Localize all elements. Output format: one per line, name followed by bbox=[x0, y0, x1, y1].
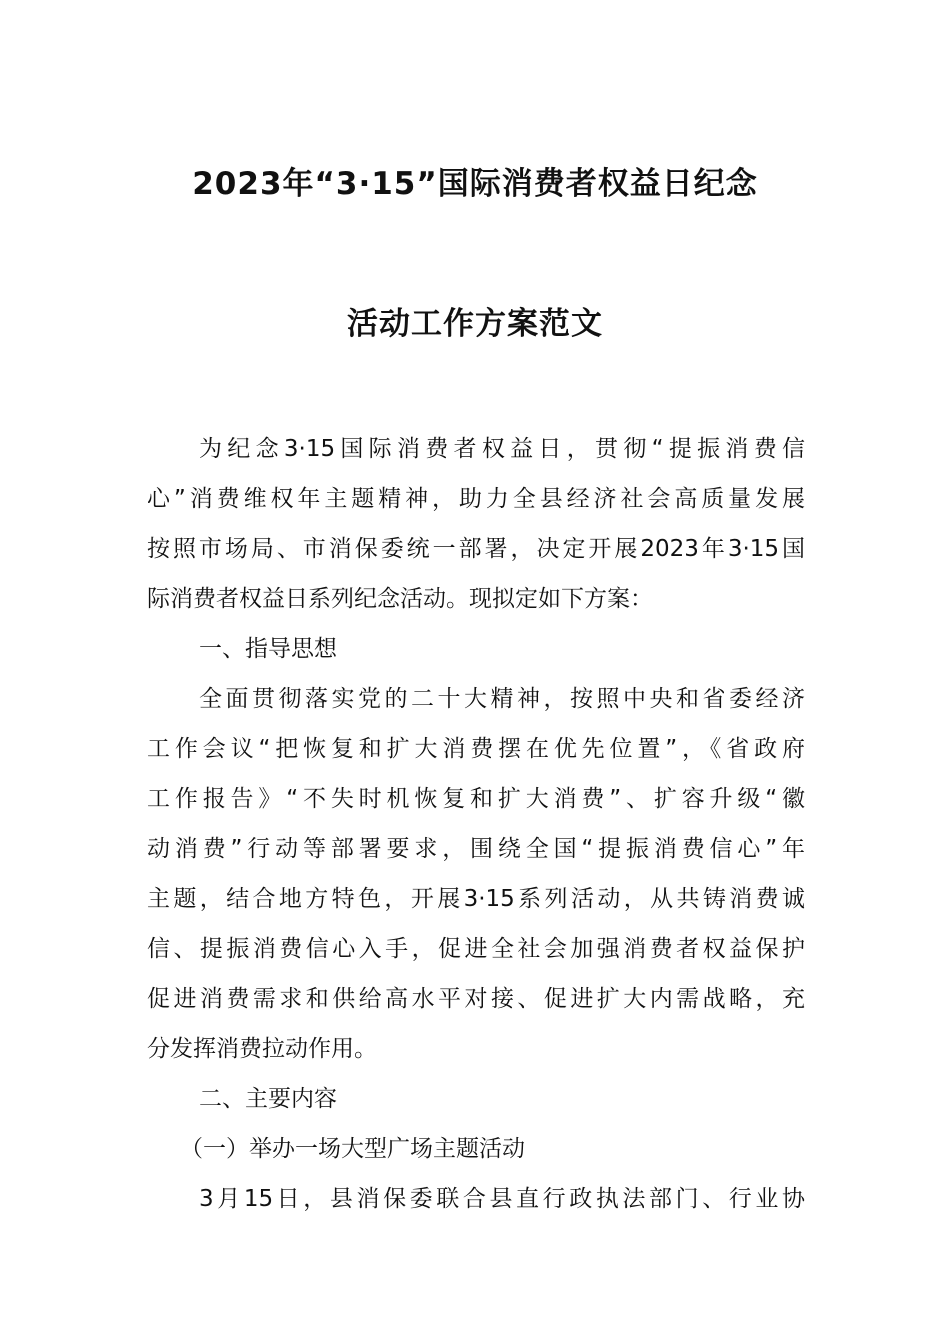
paragraph-line: 主题，结合地方特色，开展3·15系列活动，从共铸消费诚 bbox=[147, 886, 805, 912]
paragraph-line: 心”消费维权年主题精神，助力全县经济社会高质量发展 bbox=[147, 486, 805, 512]
subsection-heading: （一）举办一场大型广场主题活动 bbox=[180, 1136, 525, 1162]
paragraph-line: 分发挥消费拉动作用。 bbox=[147, 1036, 377, 1062]
paragraph-line: 动消费”行动等部署要求，围绕全国“提振消费信心”年 bbox=[147, 836, 805, 862]
paragraph-line: 工作报告》“不失时机恢复和扩大消费”、扩容升级“徽 bbox=[147, 786, 805, 812]
paragraph-line: 信、提振消费信心入手，促进全社会加强消费者权益保护 bbox=[147, 936, 805, 962]
paragraph-line: 工作会议“把恢复和扩大消费摆在优先位置”，《省政府 bbox=[147, 736, 805, 762]
document-title-line-2: 活动工作方案范文 bbox=[347, 306, 603, 342]
paragraph-line: 全面贯彻落实党的二十大精神，按照中央和省委经济 bbox=[199, 686, 805, 712]
section-heading: 二、主要内容 bbox=[199, 1086, 337, 1112]
paragraph-line: 促进消费需求和供给高水平对接、促进扩大内需战略，充 bbox=[147, 986, 805, 1012]
paragraph-line: 3月15日，县消保委联合县直行政执法部门、行业协 bbox=[199, 1186, 805, 1212]
document-title-line-1: 2023年“3·15”国际消费者权益日纪念 bbox=[192, 166, 758, 202]
paragraph-line: 际消费者权益日系列纪念活动。现拟定如下方案： bbox=[147, 586, 653, 612]
paragraph-line: 按照市场局、市消保委统一部署，决定开展2023年3·15国 bbox=[147, 536, 805, 562]
section-heading: 一、指导思想 bbox=[199, 636, 337, 662]
paragraph-line: 为纪念3·15国际消费者权益日，贯彻“提振消费信 bbox=[199, 436, 805, 462]
